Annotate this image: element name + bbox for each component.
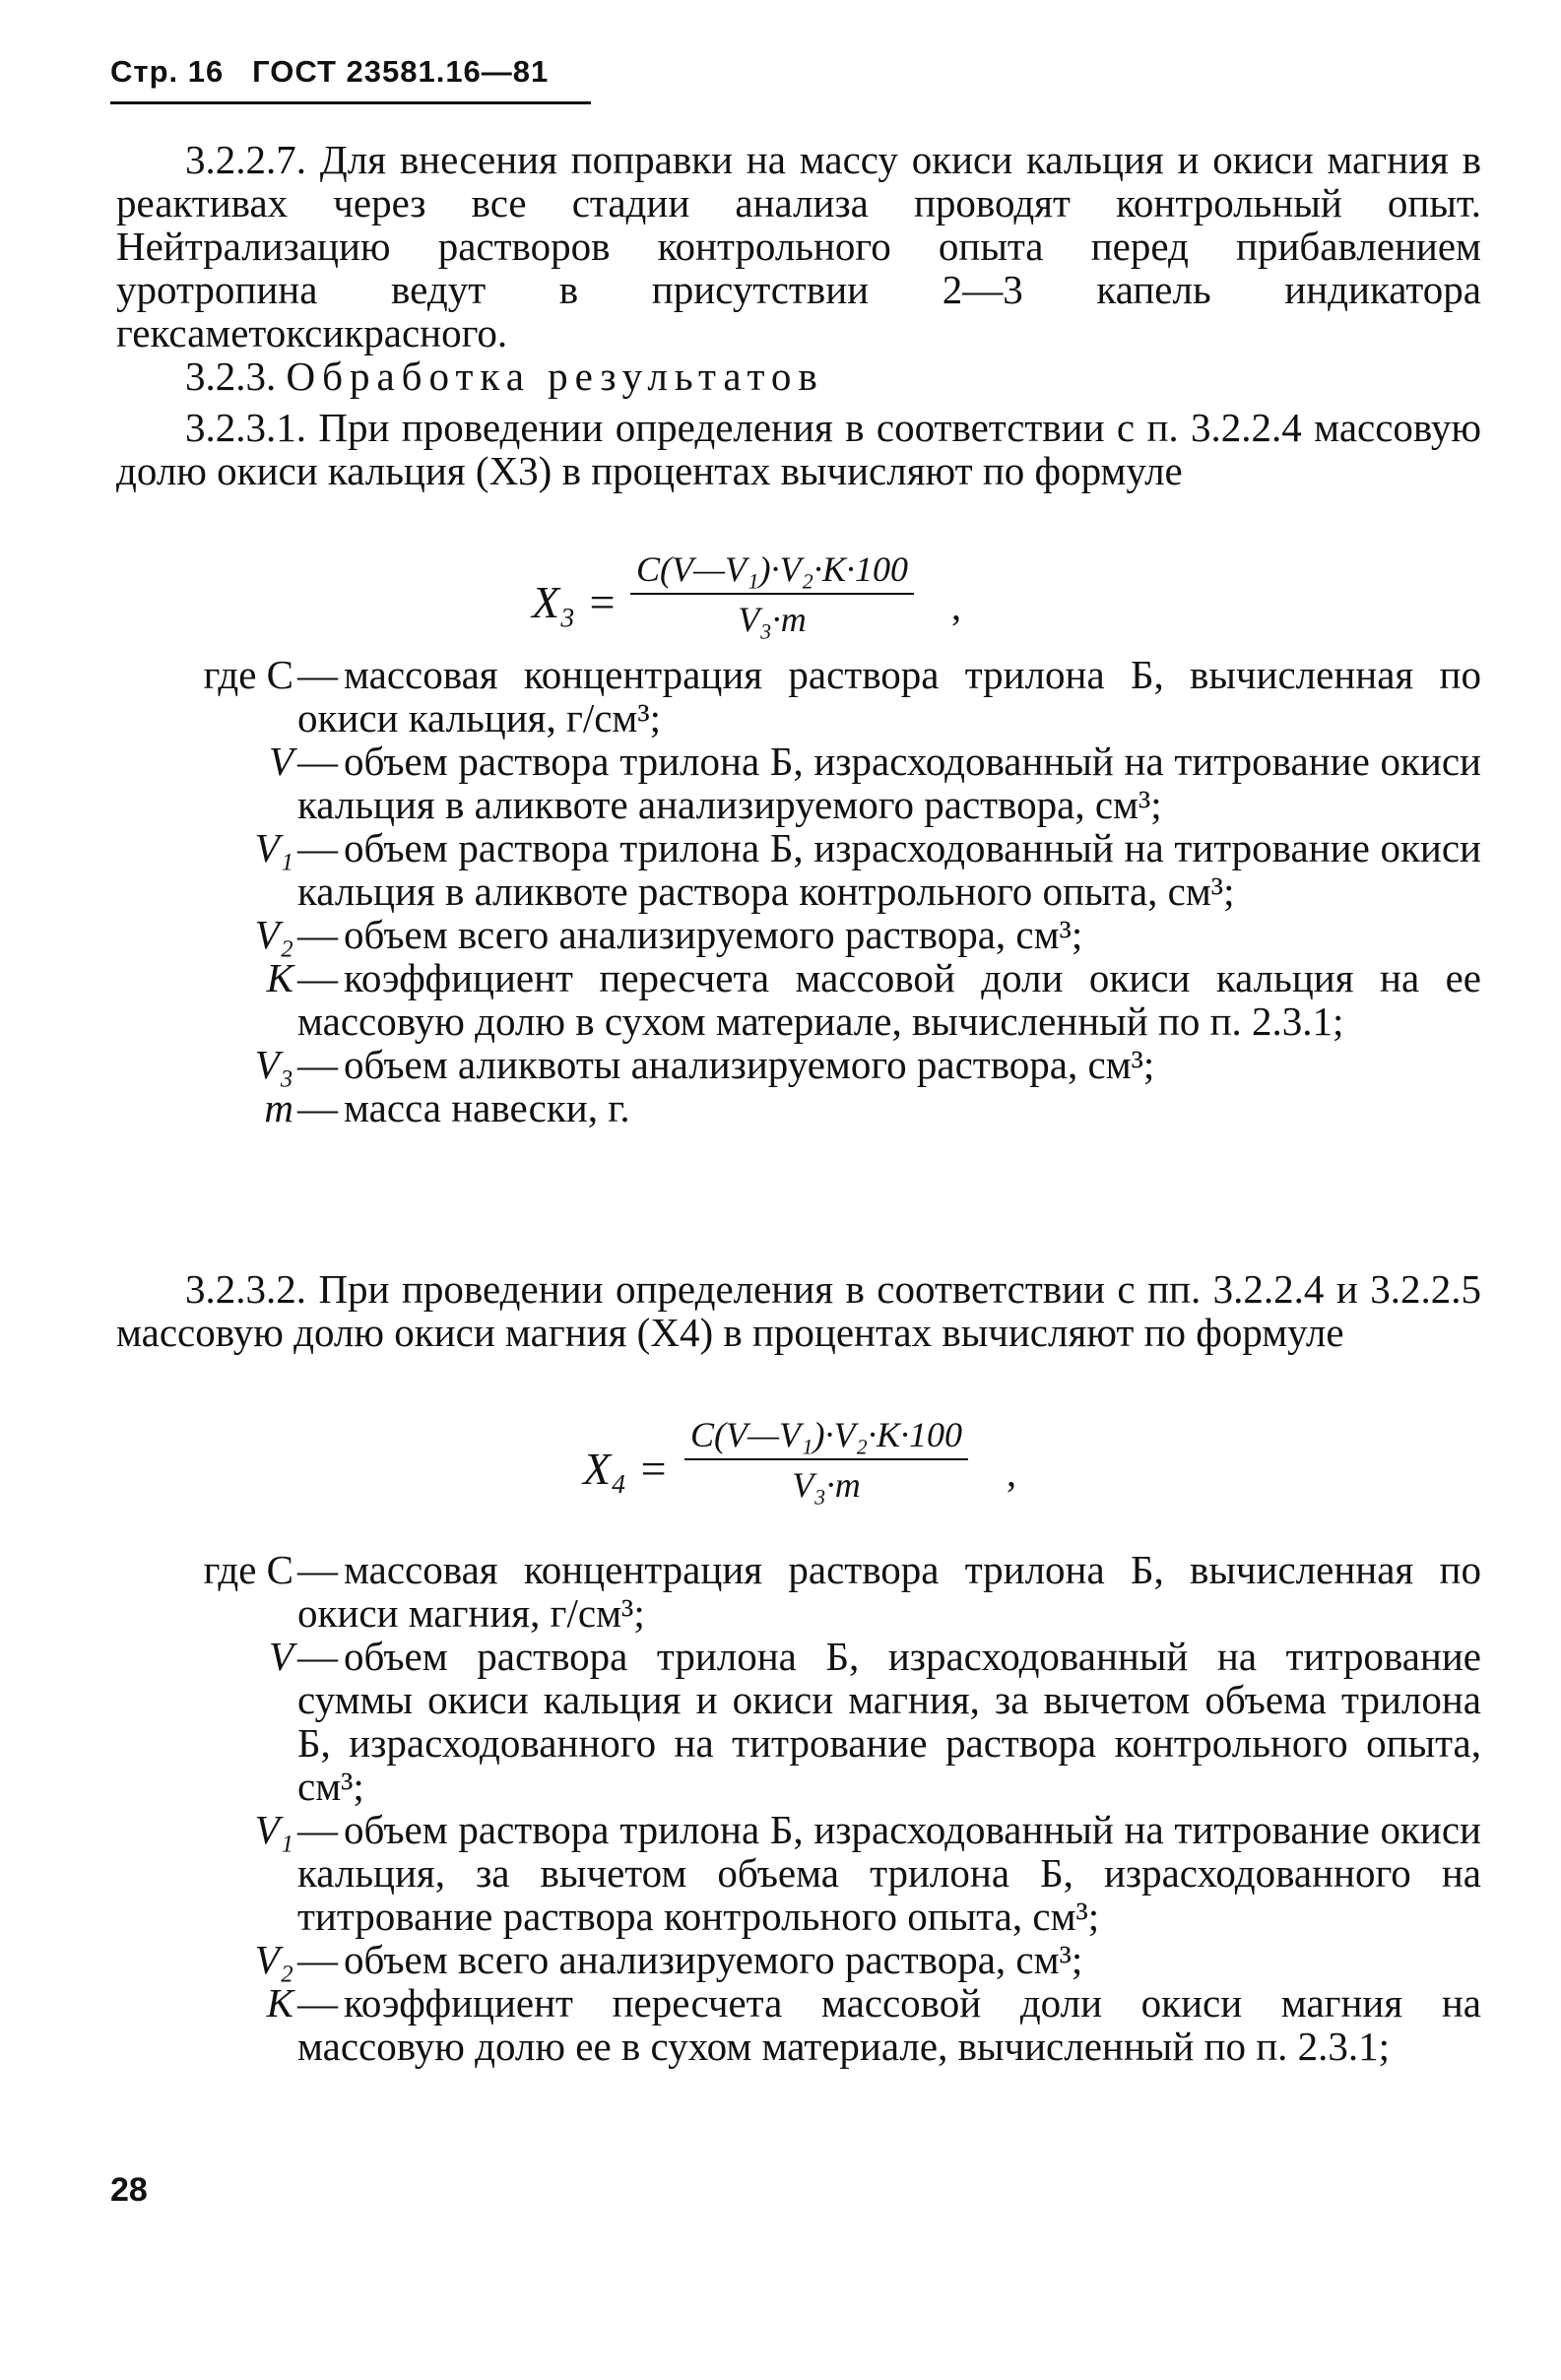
definition-text: масса навески, г. — [344, 1085, 630, 1130]
definitions-2 — [116, 1548, 1481, 2068]
definition-symbol: V₃ — [254, 1042, 293, 1087]
definition-item: V — объем раствора трилона Б, израсходованный на титрование окиси кальция в аликвоте анализируемого раствора, см³; — [116, 740, 1481, 826]
definition-text: объем раствора трилона Б, израсходованный на титрование окиси кальция в аликвоте анализируемого раствора, см³; — [297, 739, 1481, 827]
definitions-1 — [116, 653, 1481, 1129]
definition-text: массовая концентрация раствора трилона Б, вычисленная по окиси кальция, г/см³; — [297, 652, 1481, 740]
definition-item: V — объем раствора трилона Б, израсходованный на титрование суммы окиси кальция и окиси магния, за вычетом объема трилона Б, израсходованного на титрование раствора контрольного опыта, см³; — [116, 1635, 1481, 1808]
page-header — [110, 54, 549, 90]
definition-symbol: m — [264, 1085, 293, 1130]
definition-item: K — коэффициент пересчета массовой доли окиси кальция на ее массовую долю в сухом материале, вычисленный по п. 2.3.1; — [116, 956, 1481, 1043]
paragraph-3-2-3-2: 3.2.3.2. При проведении определения в соответствии с пп. 3.2.2.4 и 3.2.2.5 массовую долю окиси магния (X4) в процентах вычисляют по формуле — [116, 1266, 1481, 1355]
definition-text: объем аликвоты анализируемого раствора, см³; — [344, 1042, 1155, 1087]
definition-text: массовая концентрация раствора трилона Б, вычисленная по окиси магния, г/см³; — [297, 1547, 1481, 1636]
definition-item: V₂ — объем всего анализируемого раствора, см³; — [116, 1938, 1481, 1981]
definition-symbol: V — [268, 1634, 293, 1679]
definition-text: объем раствора трилона Б, израсходованный на титрование окиси кальция в аликвоте раствора контрольного опыта, см³; — [297, 825, 1481, 914]
page-number: 28 — [110, 2171, 148, 2209]
formula-2-comma: , — [1007, 1450, 1016, 1495]
formula-2-lhs: X₄ = — [583, 1444, 669, 1494]
formula-1-numerator: C(V—V₁)·V₂·K·100 — [630, 548, 914, 595]
definition-symbol: K — [266, 955, 293, 1000]
definition-symbol: K — [266, 1980, 293, 2026]
formula-2-denominator: V₃·m — [792, 1465, 861, 1505]
section-heading-3-2-3 — [116, 354, 1481, 398]
definition-text: коэффициент пересчета массовой доли окиси кальция на ее массовую долю в сухом материале, вычисленный по п. 2.3.1; — [297, 955, 1481, 1044]
header-rule — [110, 101, 591, 104]
definition-text: объем всего анализируемого раствора, см³; — [344, 1937, 1083, 1982]
formula-1-fraction — [630, 548, 914, 640]
paragraph-3-2-3-1: 3.2.3.1. При проведении определения в соответствии с п. 3.2.2.4 массовую долю окиси кальция (X3) в процентах вычисляют по формуле — [116, 405, 1481, 493]
paragraph-3-2-2-7: 3.2.2.7. Для внесения поправки на массу окиси кальция и окиси магния в реактивах через все стадии анализа проводят контрольный опыт. Нейтрализацию растворов контрольного опыта перед прибавлением уротропина ведут в присутствии 2—3 капель индикатора гексаметоксикрасного. — [116, 137, 1481, 355]
standard-code: ГОСТ 23581.16—81 — [252, 54, 550, 89]
definition-text: коэффициент пересчета массовой доли окиси магния на массовую долю ее в сухом материале, вычисленный по п. 2.3.1; — [297, 1980, 1481, 2069]
definition-symbol: V₁ — [254, 825, 293, 870]
definition-item: K — коэффициент пересчета массовой доли окиси магния на массовую долю ее в сухом материале, вычисленный по п. 2.3.1; — [116, 1981, 1481, 2068]
definition-item: V₃ — объем аликвоты анализируемого раствора, см³; — [116, 1043, 1481, 1086]
definition-item: где C — массовая концентрация раствора трилона Б, вычисленная по окиси кальция, г/см³; — [116, 653, 1481, 740]
definition-symbol: V — [268, 739, 293, 784]
definition-symbol: V₁ — [254, 1807, 293, 1852]
definition-symbol: V₂ — [254, 912, 293, 957]
formula-1-denominator: V₃·m — [738, 600, 807, 639]
definition-symbol: V₂ — [254, 1937, 293, 1982]
section-number: 3.2.3. — [185, 354, 277, 399]
definition-symbol: где C — [203, 1547, 293, 1592]
section-title: Обработка результатов — [286, 354, 824, 399]
definition-text: объем раствора трилона Б, израсходованный на титрование суммы окиси кальция и окиси магния, за вычетом объема трилона Б, израсходованного на титрование раствора контрольного опыта, см³; — [297, 1634, 1481, 1809]
formula-1-lhs: X₃ = — [532, 577, 618, 627]
definition-item: V₁ — объем раствора трилона Б, израсходованный на титрование окиси кальция в аликвоте раствора контрольного опыта, см³; — [116, 826, 1481, 913]
definition-item: V₂ — объем всего анализируемого раствора, см³; — [116, 913, 1481, 956]
definition-text: объем всего анализируемого раствора, см³; — [344, 912, 1083, 957]
formula-2-fraction — [684, 1414, 968, 1506]
definition-item: m — масса навески, г. — [116, 1086, 1481, 1129]
definition-item: V₁ — объем раствора трилона Б, израсходованный на титрование окиси кальция, за вычетом объема трилона Б, израсходованного на титрование раствора контрольного опыта, см³; — [116, 1808, 1481, 1938]
definition-item: где C — массовая концентрация раствора трилона Б, вычисленная по окиси магния, г/см³; — [116, 1548, 1481, 1635]
formula-1-comma: , — [951, 584, 961, 628]
definition-text: объем раствора трилона Б, израсходованный на титрование окиси кальция, за вычетом объема трилона Б, израсходованного на титрование раствора контрольного опыта, см³; — [297, 1807, 1481, 1939]
formula-2-numerator: C(V—V₁)·V₂·K·100 — [684, 1414, 968, 1460]
definition-symbol: где C — [203, 652, 293, 697]
page-label: Стр. 16 — [110, 54, 225, 89]
